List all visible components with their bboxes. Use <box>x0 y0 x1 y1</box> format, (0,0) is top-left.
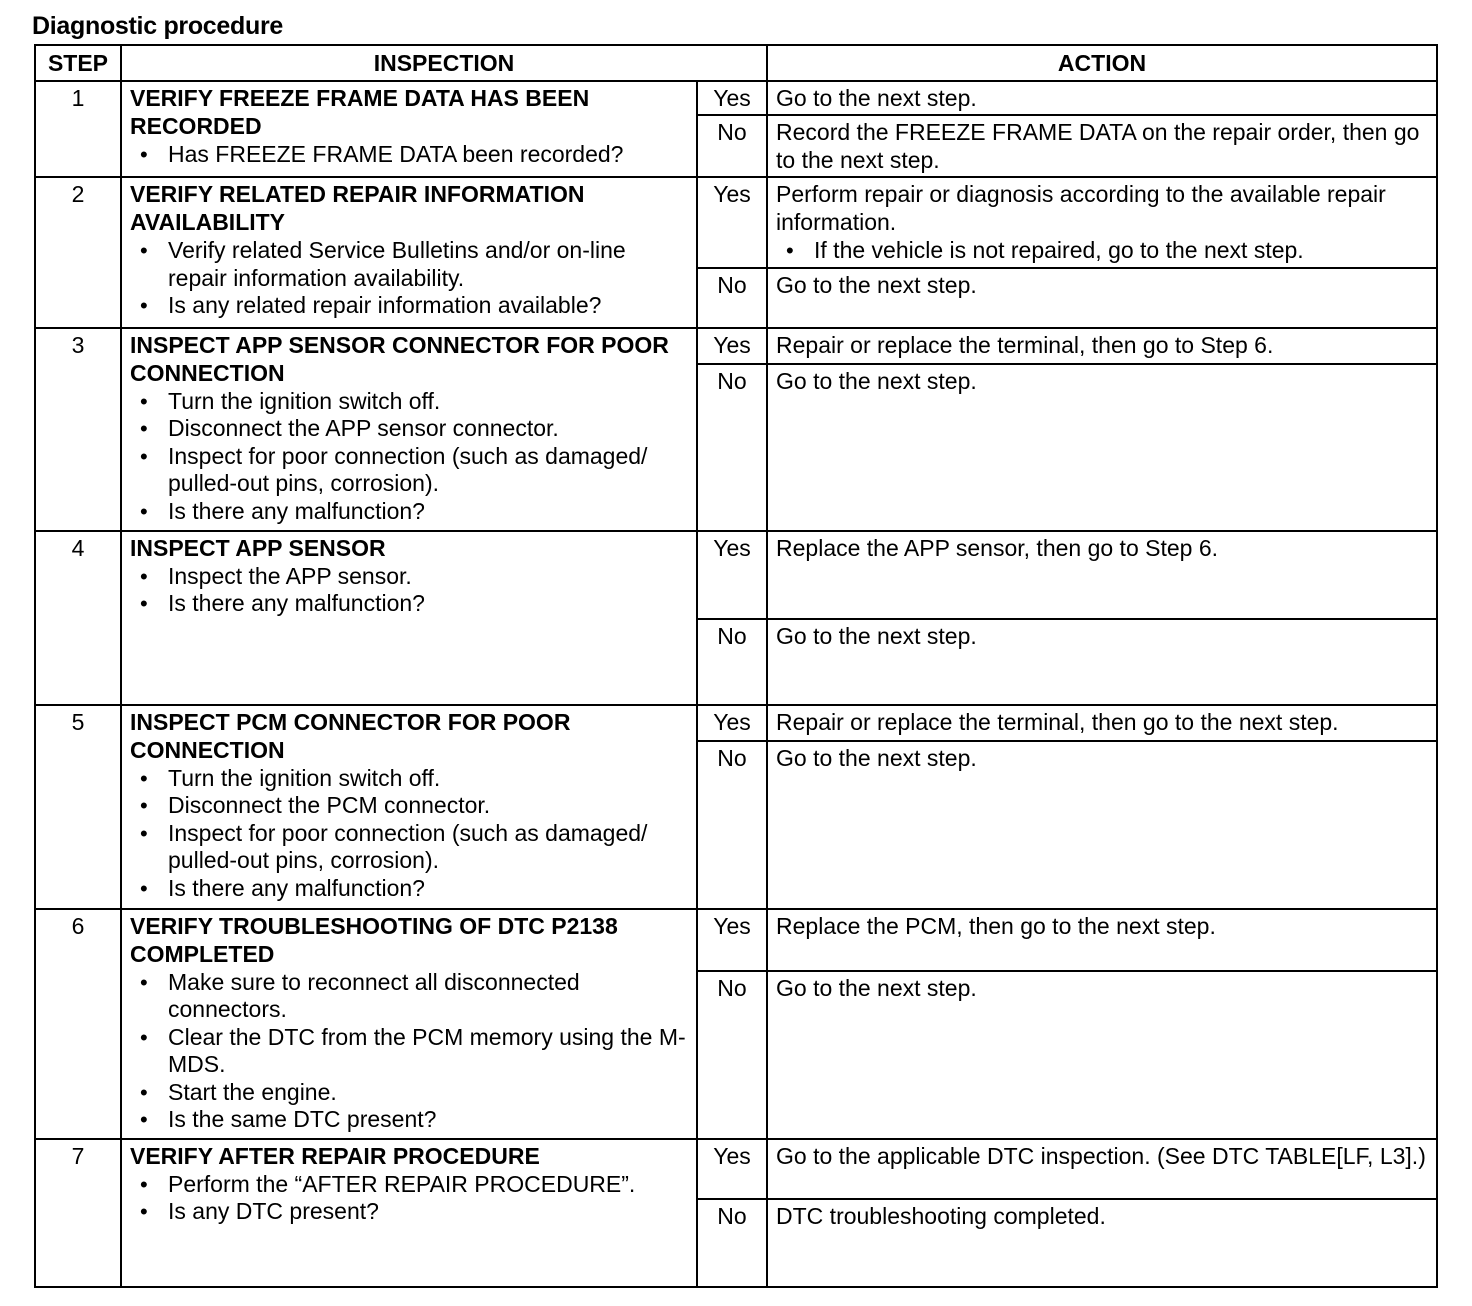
inspection-bullet: • Inspect for poor connection (such as damaged/ pulled-out pins, corrosion). <box>168 443 690 498</box>
no-label: No <box>697 619 767 705</box>
inspection-title: VERIFY TROUBLESHOOTING OF DTC P2138 COMPLETED <box>130 912 618 967</box>
yes-label: Yes <box>697 328 767 364</box>
inspection-bullet: • Make sure to reconnect all disconnected connectors. <box>168 969 690 1024</box>
inspection-bullet: • Is any related repair information available? <box>168 292 690 320</box>
step-number: 2 <box>35 177 121 328</box>
step-number: 7 <box>35 1139 121 1287</box>
diagnostic-table <box>34 44 1438 1288</box>
step-number: 4 <box>35 531 121 705</box>
yes-action-cell <box>767 328 1437 364</box>
inspection-title: VERIFY AFTER REPAIR PROCEDURE <box>130 1142 540 1169</box>
inspection-title: INSPECT APP SENSOR <box>130 534 386 561</box>
table-row <box>35 81 1437 115</box>
yes-action: Go to the applicable DTC inspection. (See DTC TABLE[LF, L3].) <box>776 1142 1426 1169</box>
no-label: No <box>697 1199 767 1287</box>
no-label: No <box>697 115 767 177</box>
header-inspection: INSPECTION <box>121 45 767 81</box>
yes-action: Repair or replace the terminal, then go to the next step. <box>776 708 1339 735</box>
table-row <box>35 531 1437 619</box>
inspection-bullet: • Disconnect the APP sensor connector. <box>168 415 690 443</box>
table-row <box>35 177 1437 268</box>
header-action: ACTION <box>767 45 1437 81</box>
inspection-cell <box>121 531 697 705</box>
table-body <box>35 81 1437 1287</box>
no-label: No <box>697 364 767 531</box>
yes-label: Yes <box>697 1139 767 1199</box>
inspection-bullet: • Is the same DTC present? <box>168 1106 690 1134</box>
inspection-cell <box>121 177 697 328</box>
yes-label: Yes <box>697 705 767 741</box>
inspection-bullet: • Is there any malfunction? <box>168 590 690 618</box>
step-number: 5 <box>35 705 121 909</box>
inspection-bullets <box>130 237 690 320</box>
inspection-cell <box>121 909 697 1139</box>
inspection-cell <box>121 328 697 531</box>
yes-action: Go to the next step. <box>776 85 977 111</box>
page-title: Diagnostic procedure <box>32 12 283 40</box>
inspection-bullet: • Start the engine. <box>168 1079 690 1107</box>
no-action: Record the FREEZE FRAME DATA on the repair order, then go to the next step. <box>767 115 1437 177</box>
yes-label: Yes <box>697 909 767 971</box>
inspection-bullet: • Turn the ignition switch off. <box>168 765 690 793</box>
inspection-bullet: • Is any DTC present? <box>168 1198 690 1226</box>
inspection-bullet: • Disconnect the PCM connector. <box>168 792 690 820</box>
no-action: Go to the next step. <box>767 619 1437 705</box>
header-step: STEP <box>35 45 121 81</box>
inspection-bullets <box>130 969 690 1134</box>
step-number: 1 <box>35 81 121 177</box>
table-row <box>35 328 1437 364</box>
yes-action-cell <box>767 909 1437 971</box>
inspection-bullets <box>130 141 690 169</box>
no-action: DTC troubleshooting completed. <box>767 1199 1437 1287</box>
table-row <box>35 1139 1437 1199</box>
no-label: No <box>697 268 767 328</box>
yes-action-cell <box>767 531 1437 619</box>
inspection-bullet: • Clear the DTC from the PCM memory using the M-MDS. <box>168 1024 690 1079</box>
inspection-cell <box>121 1139 697 1287</box>
header-row <box>35 45 1437 81</box>
no-action: Go to the next step. <box>767 268 1437 328</box>
inspection-title: INSPECT APP SENSOR CONNECTOR FOR POOR CONNECTION <box>130 331 669 386</box>
inspection-cell <box>121 81 697 177</box>
yes-action-cell <box>767 1139 1437 1199</box>
yes-action-cell <box>767 177 1437 268</box>
yes-action: Repair or replace the terminal, then go to Step 6. <box>776 331 1274 358</box>
inspection-bullet: • Inspect the APP sensor. <box>168 563 690 591</box>
yes-action-cell <box>767 81 1437 115</box>
no-action: Go to the next step. <box>767 971 1437 1139</box>
inspection-bullet: • Has FREEZE FRAME DATA been recorded? <box>168 141 690 169</box>
inspection-title: VERIFY RELATED REPAIR INFORMATION AVAILABILITY <box>130 181 585 235</box>
inspection-bullet: • Verify related Service Bulletins and/or on-line repair information availability. <box>168 237 690 292</box>
yes-action: Replace the APP sensor, then go to Step 6. <box>776 534 1219 561</box>
inspection-bullet: • Inspect for poor connection (such as damaged/ pulled-out pins, corrosion). <box>168 820 690 875</box>
step-number: 6 <box>35 909 121 1139</box>
yes-action: Replace the PCM, then go to the next step. <box>776 912 1216 939</box>
step-number: 3 <box>35 328 121 531</box>
yes-action-bullet: • If the vehicle is not repaired, go to the next step. <box>814 237 1430 265</box>
yes-action: Perform repair or diagnosis according to the available repair information. <box>776 181 1386 235</box>
yes-label: Yes <box>697 531 767 619</box>
inspection-title: INSPECT PCM CONNECTOR FOR POOR CONNECTION <box>130 708 571 763</box>
inspection-bullets <box>130 765 690 903</box>
no-action: Go to the next step. <box>767 741 1437 909</box>
table-row <box>35 705 1437 741</box>
inspection-bullet: • Perform the “AFTER REPAIR PROCEDURE”. <box>168 1171 690 1199</box>
yes-action-bullets <box>776 237 1430 265</box>
inspection-bullets <box>130 388 690 526</box>
inspection-bullets <box>130 563 690 618</box>
inspection-bullet: • Turn the ignition switch off. <box>168 388 690 416</box>
table-row <box>35 909 1437 971</box>
yes-label: Yes <box>697 177 767 268</box>
inspection-cell <box>121 705 697 909</box>
inspection-bullet: • Is there any malfunction? <box>168 875 690 903</box>
inspection-bullet: • Is there any malfunction? <box>168 498 690 526</box>
yes-label: Yes <box>697 81 767 115</box>
inspection-bullets <box>130 1171 690 1226</box>
inspection-title: VERIFY FREEZE FRAME DATA HAS BEEN RECORDED <box>130 85 590 139</box>
no-label: No <box>697 971 767 1139</box>
no-label: No <box>697 741 767 909</box>
no-action: Go to the next step. <box>767 364 1437 531</box>
yes-action-cell <box>767 705 1437 741</box>
